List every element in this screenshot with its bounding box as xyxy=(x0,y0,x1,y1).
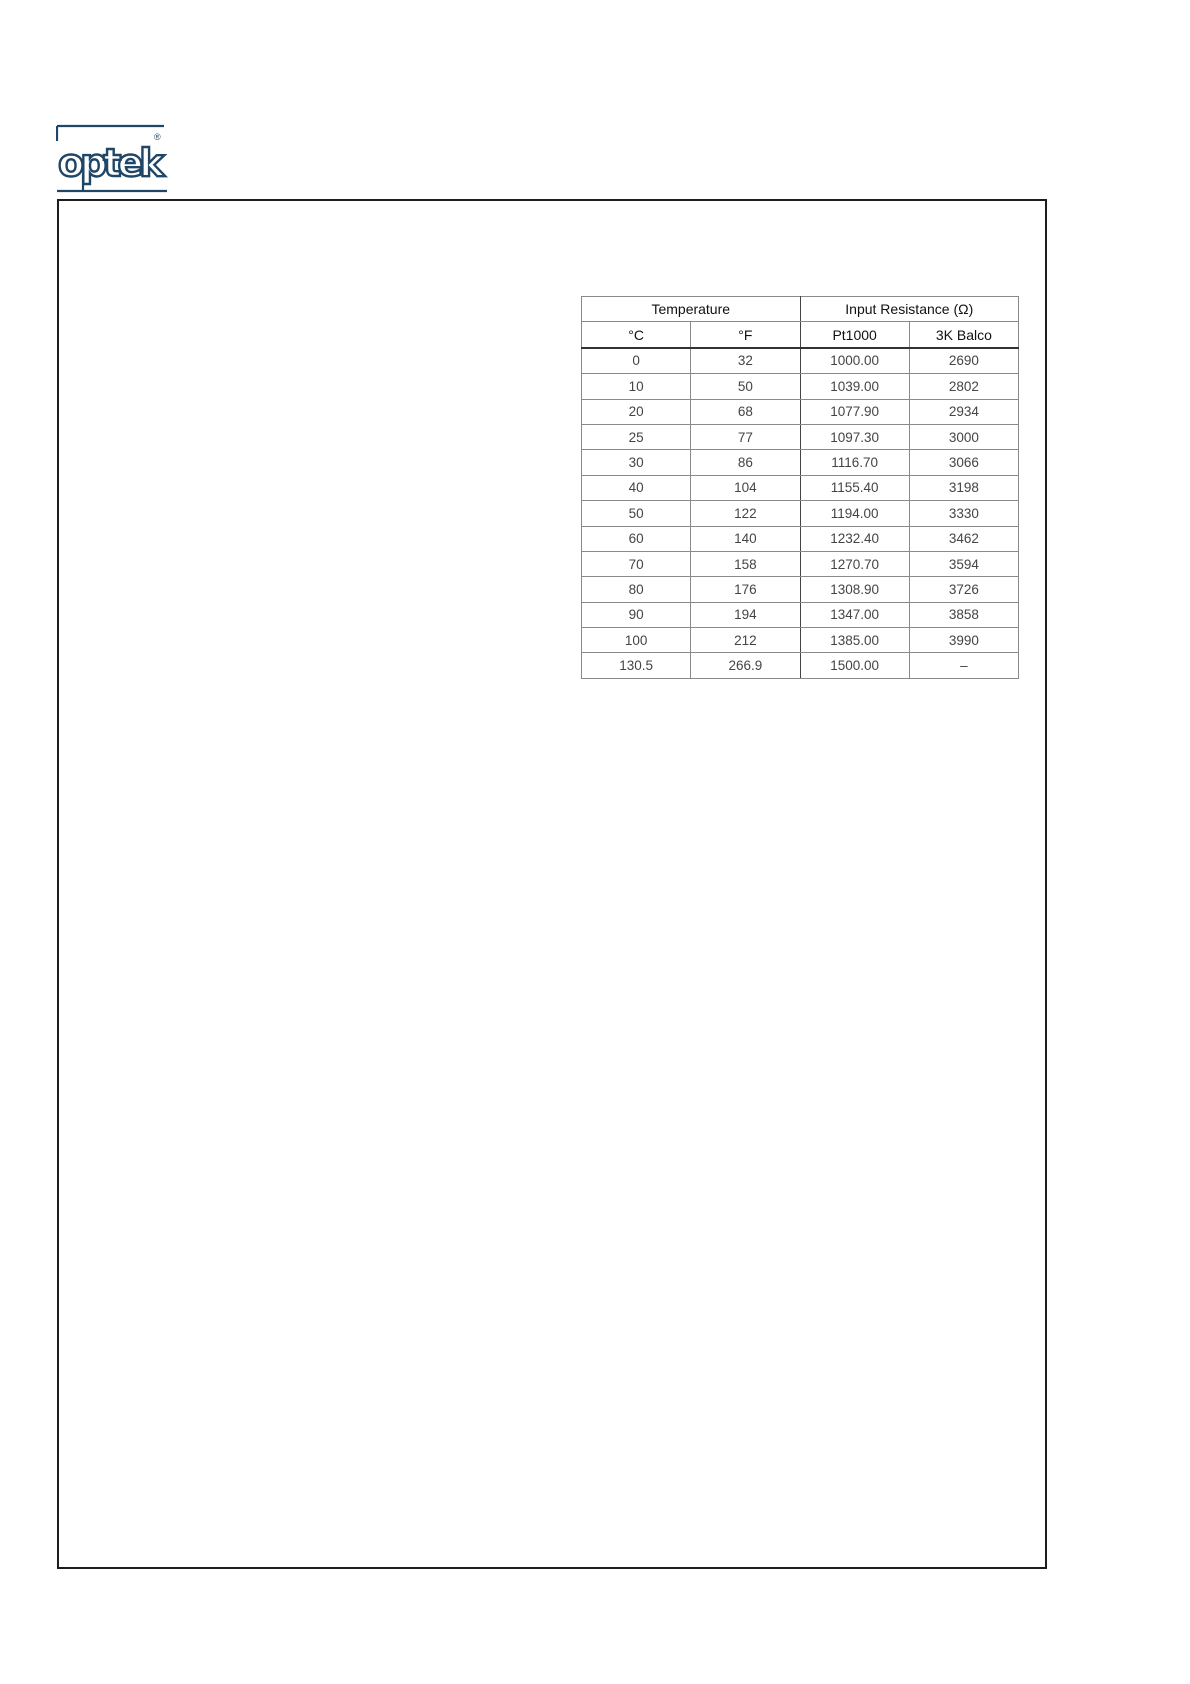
cell-pt1000: 1116.70 xyxy=(800,450,909,475)
registered-mark: ® xyxy=(154,132,161,142)
cell-3k-balco: 3066 xyxy=(909,450,1018,475)
table-row xyxy=(582,424,1019,449)
cell-celsius: 30 xyxy=(582,450,691,475)
cell-3k-balco: 3198 xyxy=(909,475,1018,500)
cell-fahrenheit: 104 xyxy=(691,475,800,500)
table-row xyxy=(582,602,1019,627)
table-row xyxy=(582,526,1019,551)
cell-fahrenheit: 50 xyxy=(691,374,800,399)
cell-pt1000: 1039.00 xyxy=(800,374,909,399)
logo-wordmark: optek xyxy=(58,141,161,185)
column-header-pt1000: Pt1000 xyxy=(800,322,909,348)
cell-3k-balco: 3858 xyxy=(909,602,1018,627)
cell-celsius: 90 xyxy=(582,602,691,627)
cell-3k-balco: 3594 xyxy=(909,551,1018,576)
cell-pt1000: 1194.00 xyxy=(800,501,909,526)
cell-pt1000: 1500.00 xyxy=(800,653,909,678)
cell-3k-balco: 3990 xyxy=(909,628,1018,653)
cell-fahrenheit: 140 xyxy=(691,526,800,551)
cell-celsius: 20 xyxy=(582,399,691,424)
cell-3k-balco: 3726 xyxy=(909,577,1018,602)
table-body xyxy=(582,348,1019,679)
cell-fahrenheit: 266.9 xyxy=(691,653,800,678)
cell-pt1000: 1270.70 xyxy=(800,551,909,576)
input-resistance-group-header: Input Resistance (Ω) xyxy=(800,297,1019,322)
cell-fahrenheit: 86 xyxy=(691,450,800,475)
cell-celsius: 130.5 xyxy=(582,653,691,678)
table-row xyxy=(582,450,1019,475)
cell-pt1000: 1155.40 xyxy=(800,475,909,500)
cell-celsius: 25 xyxy=(582,424,691,449)
cell-3k-balco: 2934 xyxy=(909,399,1018,424)
table-row xyxy=(582,374,1019,399)
resistance-table xyxy=(581,296,1019,679)
cell-celsius: 50 xyxy=(582,501,691,526)
table-row xyxy=(582,551,1019,576)
column-header-fahrenheit: °F xyxy=(691,322,800,348)
cell-celsius: 10 xyxy=(582,374,691,399)
column-header-3k-balco: 3K Balco xyxy=(909,322,1018,348)
table-row xyxy=(582,501,1019,526)
cell-3k-balco: 3462 xyxy=(909,526,1018,551)
cell-fahrenheit: 194 xyxy=(691,602,800,627)
cell-fahrenheit: 77 xyxy=(691,424,800,449)
cell-pt1000: 1097.30 xyxy=(800,424,909,449)
cell-3k-balco: 3330 xyxy=(909,501,1018,526)
table-row xyxy=(582,628,1019,653)
table-row xyxy=(582,577,1019,602)
optek-logo xyxy=(56,124,168,194)
cell-fahrenheit: 32 xyxy=(691,348,800,374)
column-header-celsius: °C xyxy=(582,322,691,348)
table-row xyxy=(582,399,1019,424)
cell-pt1000: 1385.00 xyxy=(800,628,909,653)
cell-fahrenheit: 68 xyxy=(691,399,800,424)
cell-fahrenheit: 176 xyxy=(691,577,800,602)
cell-celsius: 70 xyxy=(582,551,691,576)
cell-fahrenheit: 122 xyxy=(691,501,800,526)
table-row xyxy=(582,475,1019,500)
table-group-header-row xyxy=(582,297,1019,322)
cell-3k-balco: – xyxy=(909,653,1018,678)
cell-fahrenheit: 158 xyxy=(691,551,800,576)
cell-3k-balco: 2802 xyxy=(909,374,1018,399)
cell-pt1000: 1347.00 xyxy=(800,602,909,627)
cell-celsius: 40 xyxy=(582,475,691,500)
cell-3k-balco: 2690 xyxy=(909,348,1018,374)
cell-celsius: 60 xyxy=(582,526,691,551)
cell-3k-balco: 3000 xyxy=(909,424,1018,449)
cell-pt1000: 1000.00 xyxy=(800,348,909,374)
cell-celsius: 100 xyxy=(582,628,691,653)
table-row xyxy=(582,348,1019,374)
cell-pt1000: 1077.90 xyxy=(800,399,909,424)
temperature-group-header: Temperature xyxy=(582,297,801,322)
table-row xyxy=(582,653,1019,678)
table-column-header-row xyxy=(582,322,1019,348)
cell-pt1000: 1232.40 xyxy=(800,526,909,551)
cell-celsius: 80 xyxy=(582,577,691,602)
cell-pt1000: 1308.90 xyxy=(800,577,909,602)
cell-celsius: 0 xyxy=(582,348,691,374)
cell-fahrenheit: 212 xyxy=(691,628,800,653)
